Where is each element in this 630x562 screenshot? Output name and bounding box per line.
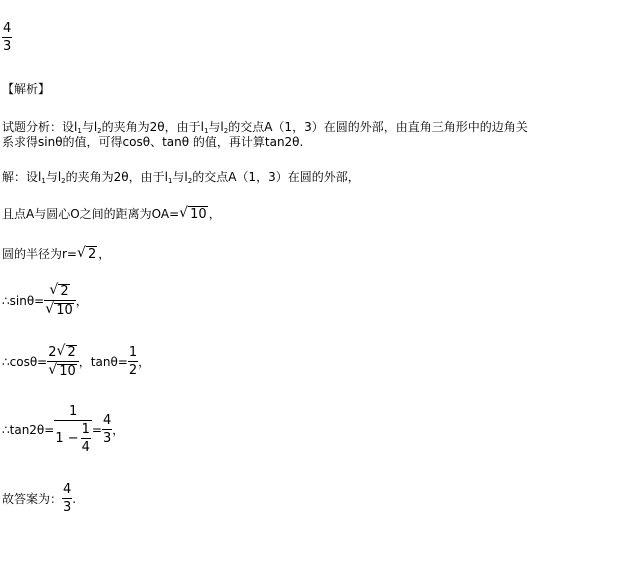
sqrt-radius: √ 2 <box>77 245 97 262</box>
cos-fraction: 2 √ 2 √ 10 <box>47 345 79 378</box>
answer-denominator: 3 <box>3 39 12 54</box>
tan-fraction: $\frac{1}{2}$ <box>128 345 138 378</box>
analysis-line-1: 试题分析：设$l_1$与$l_2$的夹角为2θ，由于$l_1$与$l_2$的交点A（1，3）在圆的外部，由直角三角形中的边角关 <box>2 120 528 135</box>
analysis-line-2: 系求得sinθ的值，可得cosθ、tanθ 的值，再计算tan2θ. <box>2 135 304 149</box>
solution-line-2: 且点A与圆心O之间的距离为OA= √ 10 ， <box>2 205 221 222</box>
solution-line-1: 解：设$l_1$与$l_2$的夹角为2θ，由于$l_1$与$l_2$的交点A（1，3）在圆的外部， <box>2 170 360 185</box>
solution-line-3: 圆的半径为r= √ 2 ， <box>2 245 111 262</box>
solution-line-4: ∴sinθ= √ 2 √ 10 ， <box>2 282 88 318</box>
solution-line-5: ∴cosθ= 2 √ 2 √ 10 ，tanθ= $\frac{1}{2}$ ， <box>2 343 151 379</box>
final-fraction: $\frac{4}{3}$ <box>63 482 72 515</box>
answer-fraction <box>2 22 12 53</box>
tan2-fraction: 1 1 − $\frac{1}{4}$ <box>55 404 90 455</box>
inner-fraction: $\frac{1}{4}$ <box>81 422 90 455</box>
solution-line-6: ∴tan2θ= 1 1 − $\frac{1}{4}$ = $\frac{4}{3}$ ， <box>2 404 125 455</box>
sqrt-oa: √ 10 <box>179 205 207 222</box>
final-answer: 故答案为： $\frac{4}{3}$ . <box>2 482 77 515</box>
sin-fraction: √ 2 √ 10 <box>44 284 76 317</box>
tan2-result-fraction: $\frac{4}{3}$ <box>102 413 112 446</box>
section-title: 【解析】 <box>2 82 51 96</box>
answer-numerator: 4 <box>3 21 12 36</box>
